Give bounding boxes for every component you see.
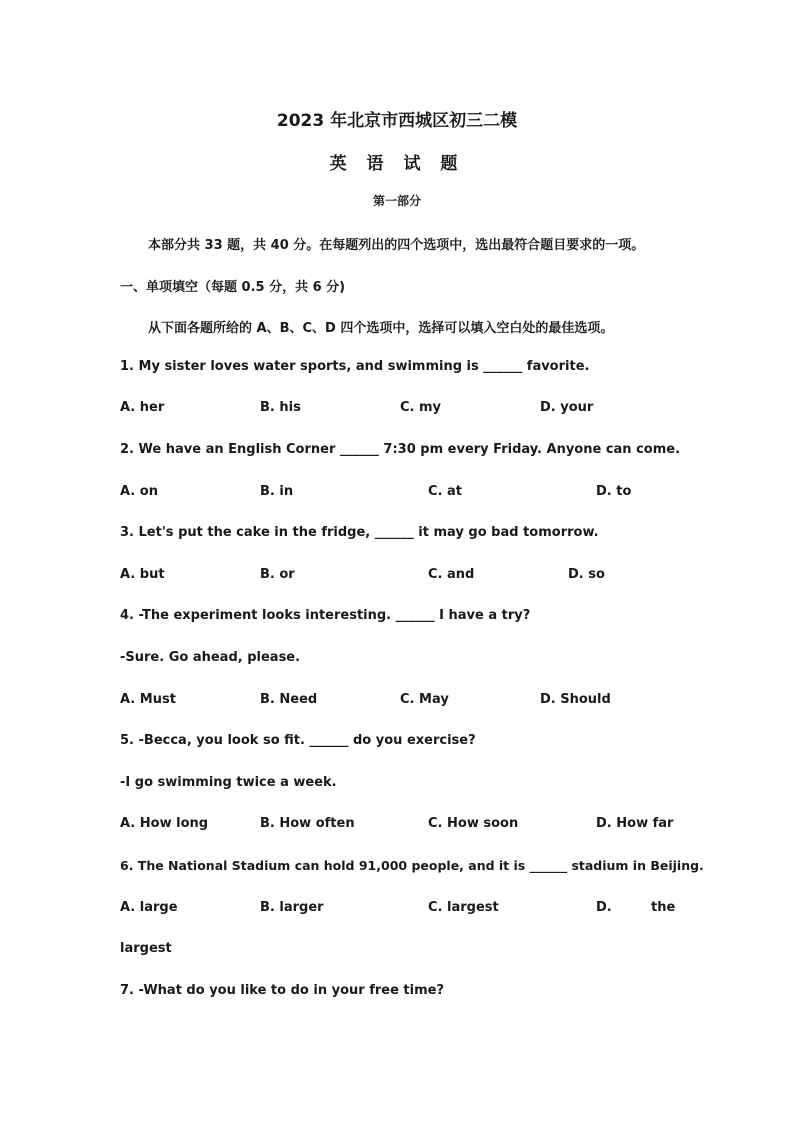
- section-direction: 从下面各题所给的 A、B、C、D 四个选项中，选择可以填入空白处的最佳选项。: [148, 321, 614, 336]
- option-d: D. so: [568, 567, 605, 582]
- part-intro: 本部分共 33 题，共 40 分。在每题列出的四个选项中，选出最符合题目要求的一项。: [148, 238, 645, 253]
- option-d-text: the: [651, 900, 676, 915]
- option-d: D. to: [596, 484, 632, 499]
- question-stem: 4. -The experiment looks interesting. ______ I have a try?: [120, 608, 531, 623]
- question-stem: 2. We have an English Corner ______ 7:30 pm every Friday. Anyone can come.: [120, 442, 681, 457]
- dialogue-reply: -I go swimming twice a week.: [120, 775, 337, 790]
- option-c: C. and: [428, 567, 475, 582]
- question-stem: 6. The National Stadium can hold 91,000 people, and it is ______ stadium in Beijing.: [120, 858, 704, 873]
- option-a: A. Must: [120, 692, 176, 707]
- option-d-wrap: largest: [120, 941, 172, 956]
- option-d: D. your: [540, 400, 594, 415]
- option-c: C. How soon: [428, 816, 519, 831]
- option-c: C. largest: [428, 900, 499, 915]
- option-b: B. Need: [260, 692, 318, 707]
- option-c: C. my: [400, 400, 442, 415]
- part-title: 第一部分: [372, 194, 421, 208]
- question-stem: 3. Let's put the cake in the fridge, ______ it may go bad tomorrow.: [120, 525, 599, 540]
- option-c: C. May: [400, 692, 449, 707]
- option-c: C. at: [428, 484, 462, 499]
- option-d: D.: [596, 900, 612, 915]
- option-d: D. Should: [540, 692, 611, 707]
- section-heading: 一、单项填空（每题 0.5 分，共 6 分): [120, 280, 346, 295]
- option-a: A. her: [120, 400, 165, 415]
- question-stem: 1. My sister loves water sports, and swimming is ______ favorite.: [120, 359, 590, 374]
- option-b: B. his: [260, 400, 301, 415]
- document-subtitle: 英 语 试 题: [329, 154, 465, 174]
- option-b: B. How often: [260, 816, 355, 831]
- option-a: A. How long: [120, 816, 209, 831]
- dialogue-reply: -Sure. Go ahead, please.: [120, 650, 301, 665]
- option-a: A. on: [120, 484, 158, 499]
- document-title: 2023 年北京市西城区初三二模: [276, 111, 518, 131]
- option-a: A. large: [120, 900, 178, 915]
- option-b: B. larger: [260, 900, 324, 915]
- option-a: A. but: [120, 567, 165, 582]
- option-b: B. or: [260, 567, 295, 582]
- option-b: B. in: [260, 484, 294, 499]
- option-d: D. How far: [596, 816, 674, 831]
- question-stem: 5. -Becca, you look so fit. ______ do you exercise?: [120, 733, 476, 748]
- question-stem: 7. -What do you like to do in your free time?: [120, 983, 444, 998]
